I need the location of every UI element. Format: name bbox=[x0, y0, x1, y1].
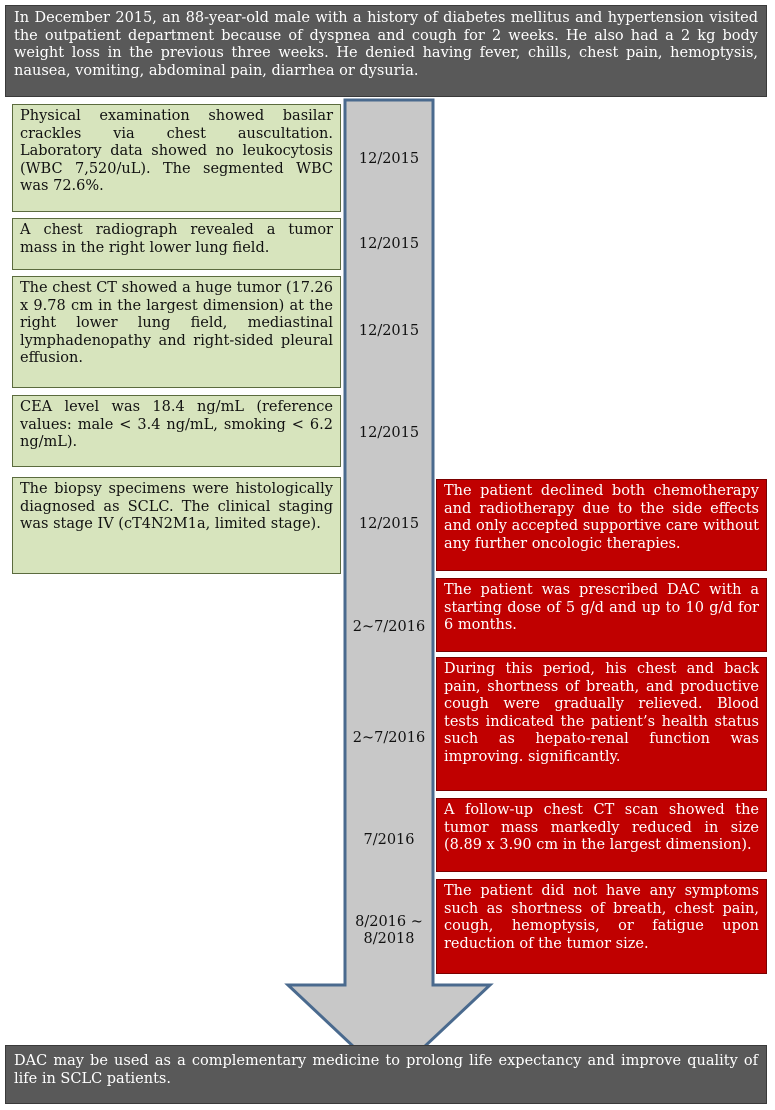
date-label-range bbox=[344, 914, 434, 948]
event-no-symptoms: The patient did not have any symptoms such as shortness of breath, chest pain, cough, hemoptysis, or fatigue upon reduction of the tumor size. bbox=[436, 879, 767, 974]
date-label: 12/2015 bbox=[358, 425, 420, 441]
event-dac-prescribed: The patient was prescribed DAC with a starting dose of 5 g/d and up to 10 g/d for 6 months. bbox=[436, 578, 767, 652]
date-label: 12/2015 bbox=[358, 516, 420, 532]
event-follow-up-ct: A follow-up chest CT scan showed the tumor mass markedly reduced in size (8.89 x 3.90 cm in the largest dimension). bbox=[436, 798, 767, 872]
date-label: 12/2015 bbox=[358, 323, 420, 339]
intro-text: In December 2015, an 88-year-old male with a history of diabetes mellitus and hypertension visited the outpatient department because of dyspnea and cough for 2 weeks. He also had a 2 kg body weight loss in the previous three weeks. He denied having fever, chills, chest pain, hemoptysis, nausea, vomiting, abdominal pain, diarrhea or dysuria. bbox=[14, 10, 758, 79]
date-label: 2~7/2016 bbox=[352, 619, 426, 635]
finding-physical-exam: Physical examination showed basilar crackles via chest auscultation. Laboratory data showed no leukocytosis (WBC 7,520/uL). The segmented WBC was 72.6%. bbox=[12, 104, 341, 212]
date-label: 7/2016 bbox=[363, 832, 415, 848]
event-symptom-relief: During this period, his chest and back pain, shortness of breath, and productive cough were gradually relieved. Blood tests indicated the patient’s health status such as hepato-renal function was improving. significantly. bbox=[436, 657, 767, 791]
event-declined-therapy: The patient declined both chemotherapy and radiotherapy due to the side effects and only accepted supportive care without any further oncologic therapies. bbox=[436, 479, 767, 571]
finding-chest-ct: The chest CT showed a huge tumor (17.26 x 9.78 cm in the largest dimension) at the right lower lung field, mediastinal lymphadenopathy and right-sided pleural effusion. bbox=[12, 276, 341, 388]
date-label: 2~7/2016 bbox=[352, 730, 426, 746]
finding-biopsy: The biopsy specimens were histologically diagnosed as SCLC. The clinical staging was stage IV (cT4N2M1a, limited stage). bbox=[12, 477, 341, 574]
conclusion-text: DAC may be used as a complementary medicine to prolong life expectancy and improve quality of life in SCLC patients. bbox=[14, 1053, 758, 1087]
date-label-line: 8/2018 bbox=[363, 931, 415, 947]
conclusion-box bbox=[5, 1045, 767, 1104]
finding-cea-level: CEA level was 18.4 ng/mL (reference values: male < 3.4 ng/mL, smoking < 6.2 ng/mL). bbox=[12, 395, 341, 467]
finding-chest-radiograph: A chest radiograph revealed a tumor mass in the right lower lung field. bbox=[12, 218, 341, 270]
date-label-line: 8/2016 ~ bbox=[355, 914, 423, 930]
date-label: 12/2015 bbox=[358, 236, 420, 252]
date-label: 12/2015 bbox=[358, 151, 420, 167]
intro-box bbox=[5, 5, 767, 97]
